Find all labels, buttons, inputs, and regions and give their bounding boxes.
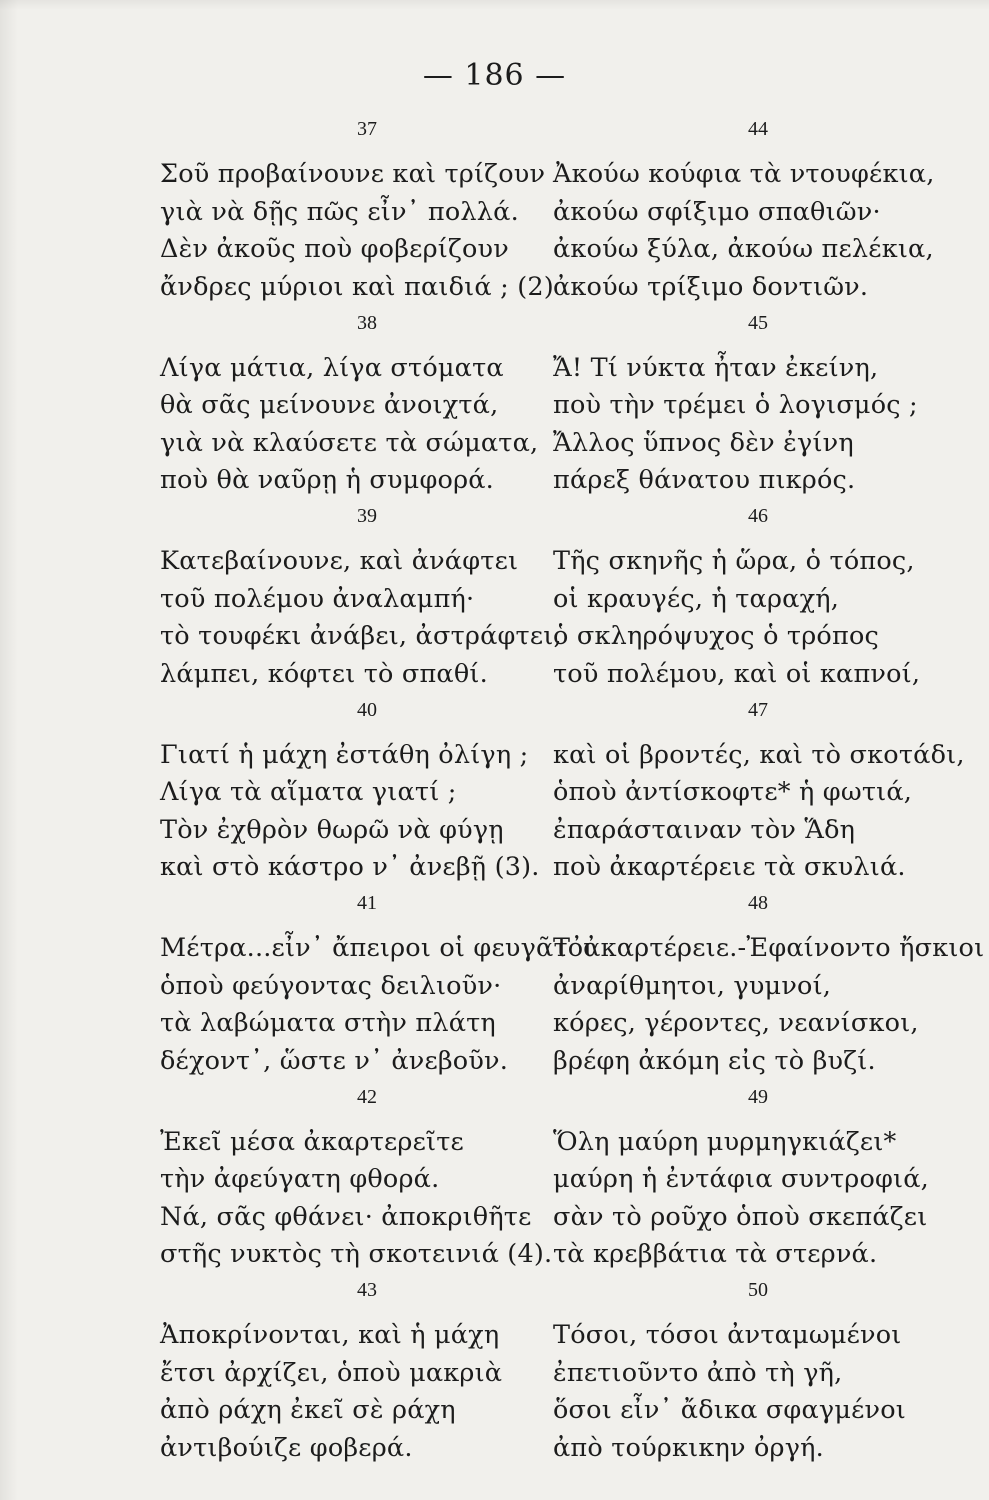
verse-line: στῆς νυκτὸς τὴ σκοτεινιά (4).	[160, 1239, 553, 1269]
verse-line: Μέτρα...εἶν᾽ ἄπειροι οἱ φευγᾶτοι	[160, 933, 594, 963]
stanza-lines	[553, 543, 920, 693]
verse-line: ἀντιβούιζε φοβερά.	[160, 1432, 413, 1463]
stanza-lines	[160, 737, 540, 887]
stanza	[553, 1086, 973, 1280]
stanza	[160, 1279, 555, 1473]
verse-line: Κατεβαίνουνε, καὶ ἀνάφτει	[160, 546, 519, 576]
stanza-number: 50	[748, 1279, 768, 1301]
verse-line: Νά, σᾶς φθάνει· ἀποκριθῆτε	[160, 1201, 532, 1232]
verse-line: κόρες, γέροντες, νεανίσκοι,	[553, 1008, 919, 1038]
stanza-lines	[160, 156, 554, 306]
verse-line: οἱ κραυγές, ἡ ταραχή,	[553, 583, 840, 614]
verse-line: λάμπει, κόφτει τὸ σπαθί.	[160, 658, 488, 689]
verse-line: ἐπετιοῦντο ἀπὸ τὴ γῆ,	[553, 1357, 843, 1388]
stanza-number: 38	[357, 311, 377, 334]
left-column	[160, 118, 594, 1473]
verse-line: τοῦ πολέμου, καὶ οἱ καπνοί,	[553, 658, 921, 689]
verse-line: τοῦ πολέμου ἀναλαμπή·	[160, 583, 475, 614]
verse-line: ποὺ τὴν τρέμει ὁ λογισμός ;	[553, 390, 918, 420]
stanza-lines	[553, 350, 918, 500]
stanza-number: 44	[748, 118, 768, 140]
verse-line: βρέφη ἀκόμη εἰς τὸ βυζί.	[553, 1045, 876, 1076]
page-number: — 186 —	[422, 58, 567, 93]
stanza-number: 49	[748, 1085, 768, 1108]
stanza-number: 41	[357, 892, 377, 914]
stanza-number: 43	[357, 1279, 377, 1301]
verse-line: ἄνδρες μύριοι καὶ παιδιά ; (2)	[160, 271, 554, 302]
verse-line: ὁ σκληρόψυχος ὁ τρόπος	[553, 621, 879, 651]
stanza-lines	[553, 156, 935, 306]
verse-line: μαύρη ἡ ἐντάφια συντροφιά,	[553, 1164, 929, 1194]
verse-line: Τὸν ἐχθρὸν θωρῶ νὰ φύγῃ	[160, 814, 504, 845]
stanza-number: 39	[357, 505, 377, 527]
stanza-number: 47	[748, 698, 768, 721]
stanza	[553, 118, 973, 312]
verse-line: Λίγα μάτια, λίγα στόματα	[160, 352, 504, 383]
verse-line: Ἄ! Τί νύκτα ἦταν ἐκείνη,	[553, 352, 879, 383]
verse-line: ἀκούω ξύλα, ἀκούω πελέκια,	[553, 234, 934, 264]
stanza-lines	[553, 930, 984, 1080]
verse-line: ἔτσι ἀρχίζει, ὁποὺ μακριὰ	[160, 1357, 503, 1388]
stanza-lines	[553, 1317, 906, 1467]
verse-line: ποὺ θὰ ναῦρῃ ἡ συμφορά.	[160, 465, 494, 495]
stanza	[553, 505, 973, 699]
verse-line: Τόσοι, τόσοι ἀνταμωμένοι	[553, 1320, 902, 1350]
stanza-lines	[553, 1124, 929, 1274]
verse-line: ἀκούω τρίξιμο δοντιῶν.	[553, 271, 869, 302]
verse-line: Λίγα τὰ αἵματα γιατί ;	[160, 777, 457, 807]
stanza-number: 48	[748, 892, 768, 914]
verse-line: Γιατί ἡ μάχη ἐστάθη ὀλίγη ;	[160, 739, 529, 770]
verse-line: Τ᾽ἀκαρτέρειε.-Ἐφαίνοντο ἤσκιοι	[553, 933, 985, 963]
stanza-lines	[160, 1124, 552, 1274]
stanza	[160, 699, 555, 893]
verse-line: σὰν τὸ ρoῦχο ὁποὺ σκεπάζει	[553, 1201, 928, 1232]
stanza	[553, 312, 973, 506]
verse-line: καὶ οἱ βροντές, καὶ τὸ σκοτάδι,	[553, 739, 965, 770]
stanza-lines	[160, 930, 594, 1080]
stanza-lines	[160, 543, 562, 693]
verse-line: δέχοντ᾽, ὥστε ν᾽ ἀνεβοῦν.	[160, 1045, 509, 1076]
verse-line: Ἄλλος ὕπνος δὲν ἐγίνη	[553, 427, 854, 458]
stanza	[553, 699, 973, 893]
verse-line: ἀπὸ τούρκικην ὀργή.	[553, 1432, 824, 1463]
verse-line: Ἐκεῖ μέσα ἀκαρτερεῖτε	[160, 1126, 464, 1157]
verse-line: τὰ λαβώματα στὴν πλάτη	[160, 1008, 496, 1038]
verse-line: ἀναρίθμητοι, γυμνοί,	[553, 970, 832, 1001]
stanza	[553, 1279, 973, 1473]
verse-line: τὴν ἀφεύγατη φθορά.	[160, 1164, 440, 1194]
stanza-lines	[160, 1317, 502, 1467]
verse-line: ἀπὸ ράχη ἐκεῖ σὲ ράχη	[160, 1395, 456, 1425]
stanza-number: 42	[357, 1085, 377, 1108]
verse-line: Ὅλη μαύρη μυρμηγκιάζει*	[553, 1126, 897, 1157]
verse-line: θὰ σᾶς μείνουνε ἀνοιχτά,	[160, 390, 499, 420]
verse-line: ἐπαράσταιναν τὸν Ἅδη	[553, 814, 856, 845]
verse-line: τὸ τουφέκι ἀνάβει, ἀστράφτει,	[160, 621, 562, 651]
stanza-number: 37	[357, 118, 377, 140]
verse-line: ποὺ ἀκαρτέρειε τὰ σκυλιά.	[553, 852, 906, 882]
verse-line: ὅσοι εἶν᾽ ἄδικα σφαγμένοι	[553, 1395, 906, 1425]
verse-line: Σοῦ προβαίνουνε καὶ τρίζουν	[160, 159, 546, 189]
verse-line: πάρεξ θάνατου πικρός.	[553, 465, 856, 495]
stanza	[553, 892, 985, 1086]
verse-line: γιὰ νὰ δῇς πῶς εἶν᾽ πολλά.	[160, 196, 519, 227]
stanza-number: 45	[748, 311, 768, 334]
stanza-number: 40	[357, 698, 377, 721]
stanza	[160, 1086, 555, 1280]
stanza-lines	[553, 737, 965, 887]
stanza	[160, 892, 594, 1086]
right-column	[553, 118, 985, 1473]
verse-line: καὶ στὸ κάστρο ν᾽ ἀνεβῇ (3).	[160, 852, 540, 882]
verse-line: Δὲν ἀκοῦς ποὺ φοβερίζουν	[160, 234, 509, 264]
stanza	[160, 312, 555, 506]
verse-line: γιὰ νὰ κλαύσετε τὰ σώματα,	[160, 427, 539, 458]
verse-line: Ἀποκρίνονται, καὶ ἡ μάχη	[160, 1320, 500, 1350]
verse-line: Ἀκούω κούφια τὰ ντουφέκια,	[553, 159, 935, 189]
stanza-number: 46	[748, 505, 768, 527]
stanza	[160, 118, 555, 312]
verse-line: ὁποὺ φεύγοντας δειλιοῦν·	[160, 970, 502, 1001]
verse-line: ὁποὺ ἀντίσκοφτε* ἡ φωτιά,	[553, 777, 913, 807]
verse-line: ἀκούω σφίξιμο σπαθιῶν·	[553, 196, 881, 227]
stanza-lines	[160, 350, 538, 500]
verse-line: Τῆς σκηνῆς ἡ ὥρα, ὁ τόπος,	[553, 546, 915, 576]
stanza	[160, 505, 562, 699]
verse-line: τὰ κρεββάτια τὰ στερνά.	[553, 1239, 878, 1269]
